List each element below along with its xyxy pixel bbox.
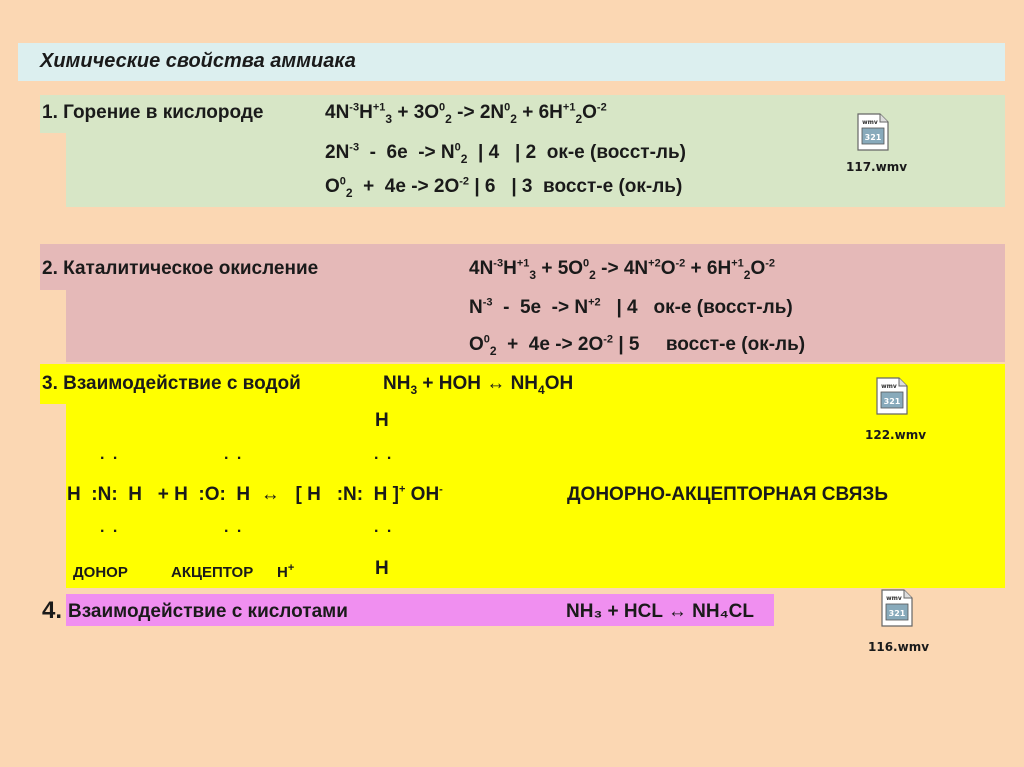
section1-halfreaction-1: $2N^{-3} - 6e -> N^0_2$ | 4 | 2 ок-е (восст-ль) — [325, 141, 686, 166]
electron-dots-bottom: . . — [374, 519, 394, 536]
acceptor-label: АКЦЕПТОР — [171, 564, 254, 581]
section4-label: Взаимодействие с кислотами — [68, 601, 348, 622]
svg-text:321: 321 — [888, 609, 906, 618]
section4-number: 4. — [42, 597, 63, 624]
section3-label: 3. Взаимодействие с водой — [42, 373, 301, 394]
section2-equation: $4N^{-3}H^{+1}_3 + 5O^0_2 -> 4N^{+2}O^{-2} + 6H^{+1}_2O^{-2}$ — [469, 257, 775, 282]
svg-text:wmv: wmv — [862, 119, 878, 126]
video-file-icon[interactable] — [875, 376, 909, 416]
section1-label: 1. Горение в кислороде — [42, 102, 264, 123]
electron-dots-bottom: . . — [100, 519, 120, 536]
page-title: Химические свойства аммиака — [40, 50, 356, 72]
video-file-icon[interactable] — [880, 588, 914, 628]
electron-dots-top: . . — [224, 446, 244, 463]
section4-equation: NH₃ + HCL ↔ NH₄CL — [566, 601, 754, 622]
svg-text:wmv: wmv — [881, 383, 897, 390]
svg-text:321: 321 — [883, 397, 901, 406]
section1-halfreaction-2: $O^0_2 + 4e -> 2O^{-2}$ | 6 | 3 восст-е (ок-ль) — [325, 175, 683, 200]
electron-dots-top: . . — [374, 446, 394, 463]
svg-text:321: 321 — [864, 133, 882, 142]
section2-label: 2. Каталитическое окисление — [42, 258, 319, 279]
section2-halfreaction-1: $N^{-3} - 5e -> N^{+2}$ | 4 ок-е (восст-ль) — [469, 296, 793, 318]
file-label-116[interactable]: 116.wmv — [868, 640, 930, 654]
section3-equation: $NH_3$ + HOH ↔ $NH_4OH$ — [383, 373, 574, 397]
video-file-icon[interactable] — [856, 112, 890, 152]
electron-dots-bottom: . . — [224, 519, 244, 536]
donor-label: ДОНОР — [73, 564, 128, 581]
section3-band — [66, 364, 1005, 588]
donor-acceptor-bond-label: ДОНОРНО-АКЦЕПТОРНАЯ СВЯЗЬ — [567, 484, 888, 505]
svg-text:wmv: wmv — [886, 595, 902, 602]
proton-label: H+ — [277, 562, 295, 581]
section1-equation: $4N^{-3}H^{+1}_3 + 3O^0_2 -> 2N^0_2 + 6H^{+1}_2O^{-2}$ — [325, 101, 607, 126]
section2-halfreaction-2: $O^0_2 + 4e -> 2O^{-2}$ | 5 восст-е (ок-ль) — [469, 333, 806, 358]
ammonium-top-h: H — [375, 410, 389, 431]
electron-dots-top: . . — [100, 446, 120, 463]
lewis-equation: H :N: H + H :O: H ↔ [ H :N: H ]+ OH- — [67, 483, 443, 505]
file-label-117[interactable]: 117.wmv — [846, 160, 908, 174]
ammonium-bottom-h: H — [375, 558, 389, 579]
file-label-122[interactable]: 122.wmv — [865, 428, 927, 442]
